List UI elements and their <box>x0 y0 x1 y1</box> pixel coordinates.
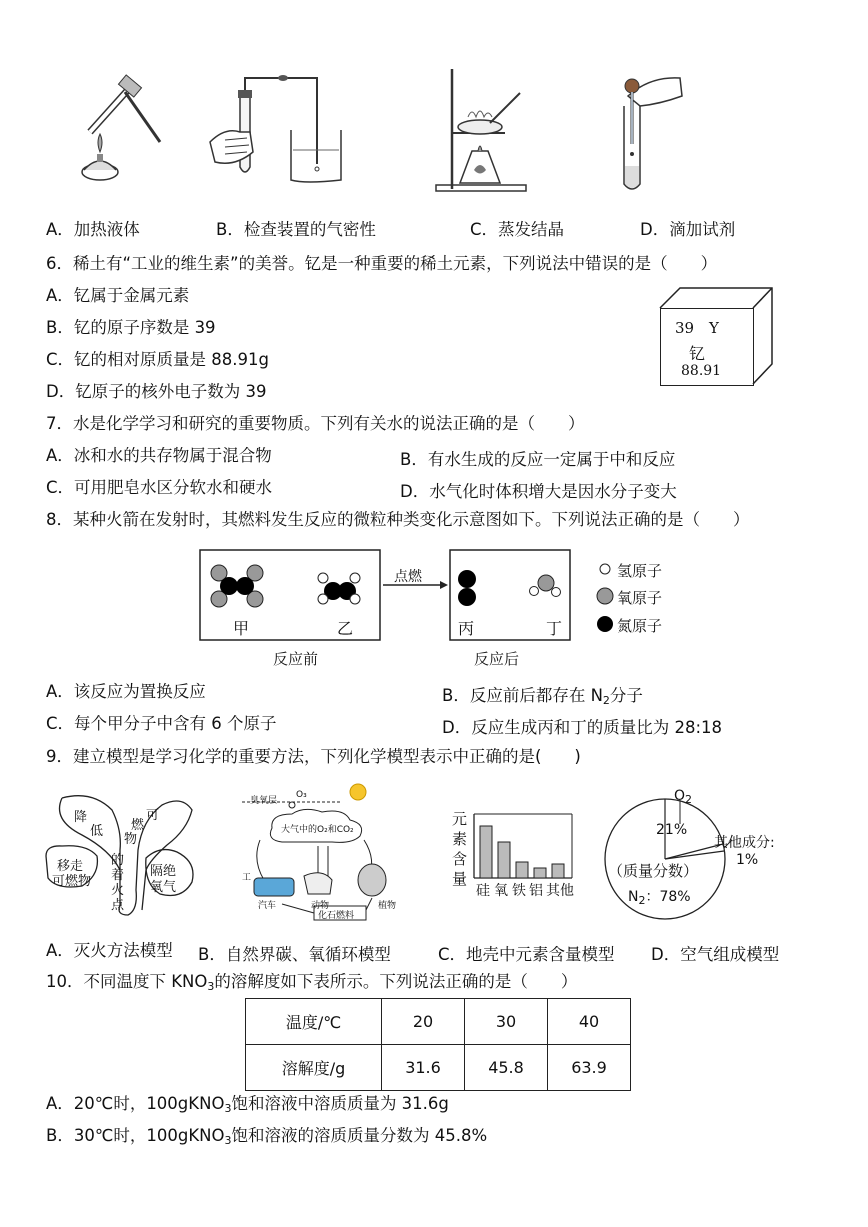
pie-o2: $O_2$ <box>674 788 693 806</box>
cycle-animal: 动物 <box>311 901 330 911</box>
table-cell: 31.6 <box>382 1045 465 1091</box>
table-cell: 63.9 <box>548 1045 631 1091</box>
bar-cat-al: 铝 <box>529 883 543 899</box>
q8-option-d: D．反应生成丙和丁的质量比为 28:18 <box>442 718 723 737</box>
table-row <box>246 1045 631 1091</box>
cycle-fossil: 化石燃料 <box>318 911 355 921</box>
q10-option-b: B．30℃时，100gKNO$_3$饱和溶液的溶质质量分数为 45.8% <box>46 1126 488 1147</box>
apparatus-dropping-reagent <box>610 66 690 196</box>
q9-stem: 9．建立模型是学习化学的重要方法，下列化学模型表示中正确的是( ) <box>46 747 581 766</box>
fire-dian: 点 <box>111 898 125 913</box>
q8-option-a: A．该反应为置换反应 <box>46 682 206 701</box>
cycle-industry: 工 <box>242 873 252 883</box>
q9-option-d: D．空气组成模型 <box>651 945 780 964</box>
q7-stem: 7．水是化学学习和研究的重要物质。下列有关水的说法正确的是（ ） <box>46 414 585 433</box>
element-name: 钇 <box>689 344 706 363</box>
q9-option-b: B．自然界碳、氧循环模型 <box>198 945 391 964</box>
pie-n2: $N_2$：78% <box>628 889 691 907</box>
q5-option-a: A．加热液体 <box>46 220 140 239</box>
q8-stem: 8．某种火箭在发射时，其燃料发生反应的微粒种类变化示意图如下。下列说法正确的是（ ） <box>46 510 750 529</box>
apparatus-evaporation <box>430 65 530 193</box>
table-cell: 30 <box>465 999 548 1045</box>
bar-ylabel-3: 含 <box>452 850 468 868</box>
fire-de: 的 <box>111 853 125 868</box>
fire-huo: 火 <box>111 883 125 898</box>
fire-jiang: 降 <box>74 810 88 825</box>
element-mass: 88.91 <box>681 363 722 379</box>
pie-21pct: 21% <box>656 822 688 838</box>
cycle-ozone: 臭氧层 <box>250 796 278 806</box>
q8-option-c: C．每个甲分子中含有 6 个原子 <box>46 714 277 733</box>
cycle-car: 汽车 <box>258 901 277 911</box>
q10-stem: 10．不同温度下 $KNO_3$的溶解度如下表所示。下列说法正确的是（ ） <box>46 972 578 993</box>
q6-option-d: D．钇原子的核外电子数为 39 <box>46 382 267 401</box>
element-symbol: Y <box>709 319 719 337</box>
table-cell: 45.8 <box>465 1045 548 1091</box>
label-yi: 乙 <box>337 619 354 638</box>
element-number: 39 <box>675 319 695 337</box>
label-after-reaction: 反应后 <box>474 650 520 668</box>
q5-option-d: D．滴加试剂 <box>640 220 736 239</box>
bar-aluminium <box>534 868 546 878</box>
bar-other <box>552 864 564 878</box>
reaction-diagram <box>195 545 685 650</box>
label-jia: 甲 <box>233 619 250 638</box>
pie-other-label: 其他成分: <box>714 835 775 851</box>
q6-option-b: B．钇的原子序数是 39 <box>46 318 216 337</box>
table-cell: 20 <box>382 999 465 1045</box>
fire-isolate-1: 隔绝 <box>150 864 177 879</box>
q9-option-c: C．地壳中元素含量模型 <box>438 945 615 964</box>
fire-isolate-2: 氧气 <box>150 880 177 895</box>
bar-silicon <box>480 826 492 878</box>
table-row <box>246 999 631 1045</box>
q7-option-a: A．冰和水的共存物属于混合物 <box>46 446 272 465</box>
label-bing: 丙 <box>458 619 475 638</box>
fire-di: 低 <box>90 824 104 839</box>
bar-ylabel-1: 元 <box>452 810 468 828</box>
q10-option-a: A．20℃时，100gKNO$_3$饱和溶液中溶质质量为 31.6g <box>46 1094 449 1115</box>
table-cell: 温度/℃ <box>246 999 382 1045</box>
bar-ylabel-4: 量 <box>452 870 468 888</box>
apparatus-heating-liquid <box>70 72 165 192</box>
q6-option-c: C．钇的相对原质量是 88.91g <box>46 350 269 369</box>
label-ding: 丁 <box>546 619 563 638</box>
pie-mass-fraction: （质量分数） <box>608 862 699 880</box>
bar-cat-si: 硅 <box>476 883 490 899</box>
legend-hydrogen: 氢原子 <box>617 562 663 580</box>
apparatus-air-tightness <box>205 72 345 190</box>
q6-option-a: A．钇属于金属元素 <box>46 286 190 305</box>
q5-option-c: C．蒸发结晶 <box>470 220 565 239</box>
label-before-reaction: 反应前 <box>273 650 319 668</box>
cycle-atmosphere: 大气中的O₂和CO₂ <box>281 825 354 835</box>
bar-iron <box>516 862 528 878</box>
legend-oxygen: 氧原子 <box>617 589 663 607</box>
crust-bar-chart <box>472 812 577 882</box>
q9-option-a: A．灭火方法模型 <box>46 941 173 960</box>
fire-ran: 燃 <box>131 818 145 833</box>
arrow-label-ignite: 点燃 <box>394 569 422 585</box>
legend-nitrogen: 氮原子 <box>617 617 663 635</box>
pie-other-pct: 1% <box>736 852 759 868</box>
bar-cat-fe: 铁 <box>512 883 526 899</box>
bar-cat-o: 氧 <box>494 883 508 899</box>
q6-stem: 6．稀土有“工业的维生素”的美誉。钇是一种重要的稀土元素，下列说法中错误的是（ ） <box>46 254 718 273</box>
fire-remove-2: 可燃物 <box>52 874 92 889</box>
q5-option-b: B．检查装置的气密性 <box>216 220 376 239</box>
q7-option-d: D．水气化时体积增大是因水分子变大 <box>400 482 677 501</box>
table-cell: 40 <box>548 999 631 1045</box>
bar-cat-other: 其他 <box>546 883 574 899</box>
fire-ke: 可 <box>146 808 160 823</box>
q8-option-b: B．反应前后都存在 $N_2$分子 <box>442 686 643 707</box>
solubility-table <box>245 998 631 1091</box>
cycle-plant: 植物 <box>378 901 397 911</box>
q7-option-b: B．有水生成的反应一定属于中和反应 <box>400 450 676 469</box>
bar-ylabel-2: 素 <box>452 830 468 848</box>
q7-option-c: C．可用肥皂水区分软水和硬水 <box>46 478 273 497</box>
fire-zhao: 着 <box>111 868 125 883</box>
cycle-o3: O₃ <box>296 790 307 800</box>
element-cell-yttrium <box>660 308 754 386</box>
bar-oxygen <box>498 842 510 878</box>
fire-wu: 物 <box>124 832 138 847</box>
fire-remove-1: 移走 <box>57 859 84 874</box>
table-cell: 溶解度/g <box>246 1045 382 1091</box>
